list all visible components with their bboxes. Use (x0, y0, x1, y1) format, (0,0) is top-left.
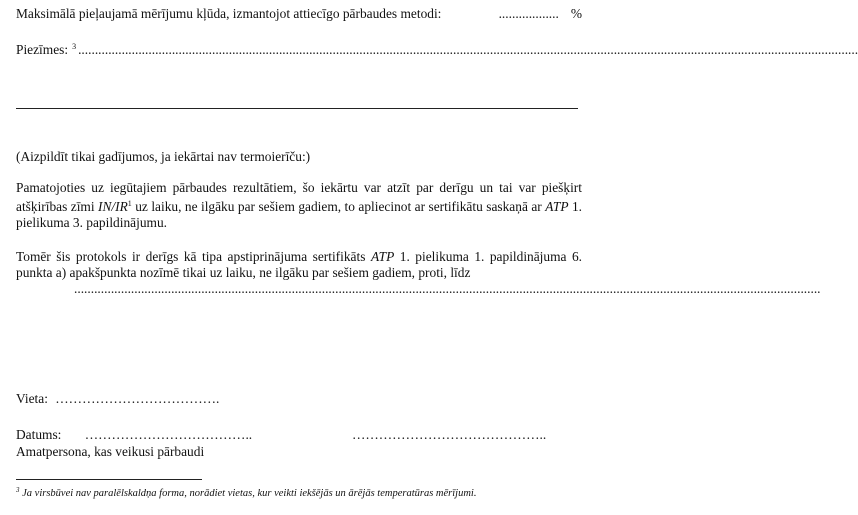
footnote (16, 486, 476, 499)
max-error-label: Maksimālā pieļaujamā mērījumu kļūda, izmantojot attiecīgo pārbaudes metodi: (16, 6, 442, 21)
instruction-text: (Aizpildīt tikai gadījumos, ja iekārtai nav termoierīču:) (16, 149, 311, 164)
paragraph2-text-a: Tomēr šis protokols ir derīgs kā tipa apstiprinājuma sertifikāts (16, 249, 371, 264)
valid-until-field[interactable]: ............................................................................................................................................................................................................................... (74, 281, 584, 299)
paragraph1-text-c: 1. pielikuma 3. papildinājumu. (16, 199, 582, 230)
max-error-value-field[interactable]: .................. (498, 6, 559, 21)
place-line (16, 391, 219, 407)
footnote-number: 3 (16, 486, 20, 494)
date-field[interactable]: ……………………………….. (84, 427, 253, 442)
place-label: Vieta: (16, 391, 48, 406)
footnote-separator (16, 479, 202, 480)
notes-line (16, 42, 858, 58)
percent-unit: % (570, 6, 582, 21)
atp-ref-2: ATP (370, 249, 395, 264)
paragraph2-text-b: 1. pielikuma 1. papildinājuma 6. punkta a) apakšpunkta nozīmē tikai uz laiku, ne ilgāku par sešiem gadiem, proti, līdz (16, 249, 582, 280)
in-ir-mark: IN/IR (98, 199, 128, 214)
official-label: Amatpersona, kas veikusi pārbaudi (16, 444, 205, 459)
date-line (16, 427, 252, 443)
max-error-line (16, 6, 582, 22)
footnote-text: Ja virsbūvei nav paralēlskaldņa forma, norādiet vietas, kur veikti iekšējās un ārējās temperatūras mērījumi. (19, 488, 477, 499)
paragraph1-text-b: uz laiku, ne ilgāku par sešiem gadiem, to apliecinot ar sertifikātu saskaņā ar (131, 199, 546, 214)
notes-field[interactable]: ......................................................................................................................................................................................................................................... (78, 42, 858, 57)
in-ir-footnote-ref: 1 (127, 199, 132, 208)
atp-ref: ATP (545, 199, 569, 214)
notes-continuation-rule (16, 108, 578, 109)
date-label: Datums: (16, 427, 62, 442)
paragraph1-text-a: Pamatojoties uz iegūtajiem pārbaudes rezultātiem, šo iekārtu var atzīt par derīgu un tai var piešķirt atšķirības zīmi (16, 180, 582, 214)
notes-footnote-ref: 3 (72, 42, 77, 51)
paragraph-derived-mark (16, 180, 582, 231)
notes-label: Piezīmes: (16, 42, 69, 57)
signature-field[interactable]: …………………………………….. (352, 427, 547, 442)
place-field[interactable]: ………………………………. (55, 391, 220, 406)
